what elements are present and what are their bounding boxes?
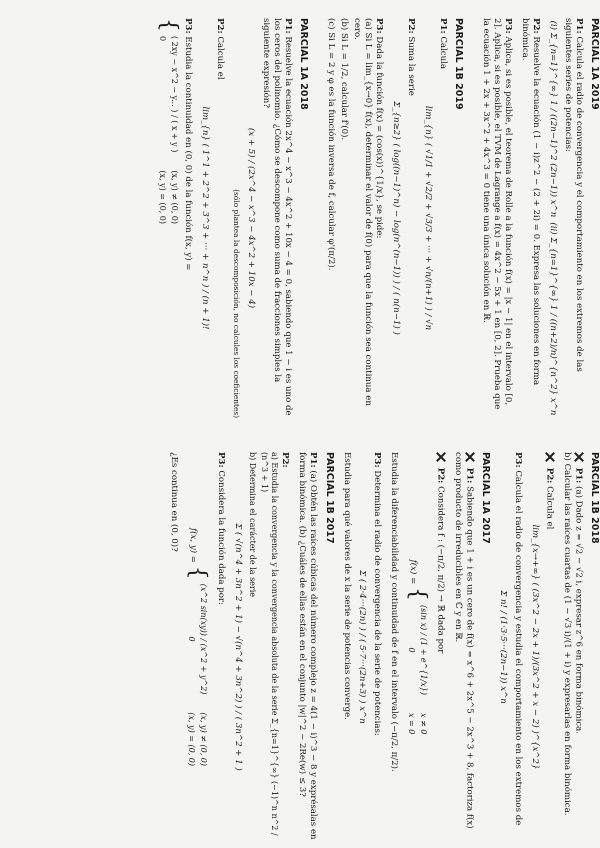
problem-label: P1: (282, 18, 293, 34)
section-title: PARCIAL 1B 2018 (589, 452, 600, 544)
problem-p3 (480, 18, 513, 418)
problem-text: Considera f : (−π/2, π/2) → ℝ dada por (435, 486, 446, 654)
problem-label: P3: (371, 452, 382, 468)
section-title: PARCIAL 1A 2018 (297, 18, 309, 110)
piecewise-wrapper (183, 452, 211, 842)
subitem-b: (b) Si L = 1/2, calcular f'(0). (338, 18, 349, 141)
problem-label: P1: (573, 18, 584, 34)
case-condition: (x, y) ≠ (0, 0) (198, 712, 208, 766)
left-column (0, 18, 600, 418)
right-column (0, 452, 600, 842)
series-expression: Σ ( √(n^4 + 3n^2 + 1) − √(n^4 + 3n^2) ) / ( 3n^2 + 1 ) (232, 523, 243, 771)
problem-text: Aplica, si es posible, el teorema de Rolle a la función f(x) = |x − 1| en el intervalo [0, 2]. Aplica, si es posible, el TVM de Lagrange a f(x) = 4x^2 − 5x + 1 en [0, 2]. Prueba que la ecuación 1 + 2x + 3x^2 + 4x^3 = 0 tiene una única solución en ℝ. (480, 18, 513, 410)
problem-label: P3: (512, 452, 523, 468)
case-condition: x ≠ 0 (418, 712, 428, 735)
problem-p2 (529, 452, 556, 842)
subitem-b: b) Determina el carácter de la serie (247, 452, 257, 598)
piecewise-function (183, 566, 211, 766)
cross-mark-icon (465, 452, 475, 462)
case-expression: 0 (406, 647, 416, 653)
problem-label: P1: (437, 18, 448, 34)
problem-text: Calcula (437, 36, 448, 70)
limit-expression: lim_{x→+∞} ( (3x^2 − 2x + 1)/(3x^2 + x − 2) )^{x^2} (529, 524, 540, 770)
problem-p3 (154, 18, 193, 418)
problem-p1 (422, 18, 448, 418)
limit-expression: lim_{n} ( √1/1 + √2/2 + √3/3 + ··· + √n/(n+1) ) / √n (422, 105, 433, 331)
series-expression: Σ n! / (1·3·5···(2n−1)) x^n (497, 590, 508, 704)
problem-label: P2: (280, 452, 291, 468)
problem-label: P2: (435, 467, 446, 484)
series-expression: Σ ( 2·4···(2n) ) / ( 5·7···(2n+3) ) x^n (356, 570, 367, 724)
problem-p3 (497, 452, 523, 842)
problem-text: Sabiendo que 1 + i es un cero de f(x) = x^6 + 2x^5 − 2x^3 + 8, factoriza f(x) como producto de irreducibles en ℂ y en ℝ. (453, 452, 475, 829)
problem-text: Calcula el (544, 486, 555, 530)
problem-label: P1: (573, 467, 584, 484)
problem-p3 (168, 452, 226, 842)
section-title: PARCIAL 1B 2019 (452, 18, 464, 110)
problem-text: Calcula el radio de convergencia y estudia el comportamiento en los extremos de (512, 470, 523, 826)
brace-icon: { (404, 587, 430, 602)
section-title: PARCIAL 1B 2017 (323, 452, 335, 544)
cross-mark-icon (574, 452, 584, 462)
problem-label: P2: (215, 18, 226, 34)
cross-mark-icon (545, 452, 555, 462)
case-condition: (x, y) = (0, 0) (186, 712, 196, 766)
series-expression: Σ_{n≥2} ( log((n−1)^n) − log(n^(n−1)) ) / ( n(n−1) ) (390, 101, 401, 335)
problem-text: Calcula el radio de convergencia y el comportamiento en los extremos de las siguientes series de potencias: (562, 18, 584, 372)
problem-text: (a) Obtén las raíces cúbicas del número complejo z = 4(1 − i)^3 − 8 y exprésalas en forma binómica. (b) ¿Cuáles de ellas están en el conjunto |w|^2 − 2Re(w) ≤ 3? (297, 452, 319, 840)
problem-p1 (231, 18, 292, 418)
problem-p1 (561, 452, 584, 842)
problem-text: Estudia la continuidad en (0, 0) de la función f(x, y) = (183, 36, 194, 271)
case-expression: ( 2xy − x^2 − y... ) / ( x + y ) (170, 36, 180, 153)
problem-text: Suma la serie (405, 36, 416, 96)
problem-label: P3: (373, 18, 384, 34)
problem-p3 (341, 452, 382, 842)
series-i: (i) Σ_{n=1}^{∞} 1 / ((2n−1)^2 (2n−1)) x^n (547, 20, 558, 218)
note: (sólo plantea la descomposición, no calcules los coeficientes) (231, 189, 241, 418)
problem-text: Calcula el (215, 36, 226, 80)
problem-p1 (296, 452, 318, 842)
problem-tail: Estudia para qué valores de x la serie de potencias converge. (341, 452, 352, 720)
problem-label: P2: (544, 467, 555, 484)
problem-p3 (325, 18, 384, 418)
problem-label: P2: (530, 18, 541, 34)
problem-label: P3: (502, 18, 513, 34)
case-expression: 0 (157, 36, 167, 42)
brace-icon: { (184, 565, 210, 580)
limit-expression: lim_{n} ( 1^1 + 2^2 + 3^3 + ··· + n^n ) / (n + 1)! (200, 106, 211, 330)
problem-text: Dada la función f(x) = (cos(x))^{1/x}, se pide: (373, 36, 384, 239)
series-pair (547, 18, 558, 418)
problem-p1 (547, 18, 584, 418)
problem-label: P2: (405, 18, 416, 34)
series-ii: (ii) Σ_{n=1}^{∞} 1 / ((n+2)/n)^{n^2} x^n (547, 222, 558, 416)
problem-p1 (452, 452, 475, 842)
subitem-a: (a) Si L = lim_{x→0} f(x), determinar el valor de f(0) para que la función sea continua en cero. (351, 18, 373, 406)
subitem-b: b) Calcular las raíces cuartas de (1 − √3 i)/(1 + i) y expresarlas en forma binómica. (562, 452, 573, 816)
case-expression: 0 (186, 636, 196, 642)
problem-text: Resuelve la ecuación 2x^4 − x^3 − 4x^2 + 10x − 4 = 0, sabiendo que 1 − i es uno de los ceros del polinomio. ¿Cómo se descompone como suma de fracciones simples la siguiente expresión? (260, 18, 293, 416)
problem-text: Determina el radio de convergencia de la serie de potencias: (371, 470, 382, 736)
problem-p2 (232, 452, 291, 842)
problem-p2 (519, 18, 541, 418)
brace-icon: { (156, 18, 182, 32)
piecewise-function (403, 587, 431, 734)
problem-p2 (388, 452, 447, 842)
problem-tail: Estudia la diferenciabilidad y continuidad de f en el intervalo (−π/2, π/2). (388, 452, 399, 772)
function-lhs: f(x, y) = (187, 528, 198, 563)
subitem-a: a) Estudia la convergencia y la convergencia absoluta de la serie Σ_{n=1}^{∞} (−1)^n n^2 / (n^3 + 1) (260, 452, 280, 836)
problem-label: P3: (215, 452, 226, 468)
piecewise-function (154, 18, 182, 224)
case-expression: (sin x) / (1 + e^{1/x}) (418, 605, 428, 695)
fraction-expression: (x + 5) / (2x^4 − x^3 − 4x^2 + 10x − 4) (245, 127, 256, 309)
problem-text: Considera la función dada por: (215, 470, 226, 605)
problem-label: P3: (183, 18, 194, 34)
problem-text: Resuelve la ecuación (1 − i)z^2 − (2 + 2i) = 0. Expresa las soluciones en forma binómica. (519, 18, 541, 386)
problem-tail: ¿Es continua en (0, 0)? (168, 452, 179, 552)
piecewise-wrapper: f(x) = { (sin x) / (1 + e^{1/x}) x ≠ 0 0 x = 0 (403, 452, 431, 842)
case-expression: (x^2 sin(xy)) / (x^2 + y^2) (198, 583, 208, 695)
subitem-a: (a) Dado z = √2 − √2 i, expresar z^6 en forma binómica. (573, 486, 584, 735)
problem-p2 (199, 18, 225, 418)
problem-p2 (390, 18, 416, 418)
case-condition: (x, y) = (0, 0) (157, 170, 167, 225)
case-condition: x = 0 (406, 712, 416, 735)
problem-label: P1: (464, 467, 475, 484)
subitem-c: (c) Si L = 2 y φ es la función inversa de f, calcular φ'(π/2). (325, 18, 336, 271)
section-title: PARCIAL 1A 2017 (479, 452, 491, 544)
cross-mark-icon (436, 452, 446, 462)
case-condition: (x, y) ≠ (0, 0) (170, 170, 180, 225)
problem-label: P1: (308, 452, 319, 468)
section-title: PARCIAL 1A 2019 (589, 18, 600, 110)
